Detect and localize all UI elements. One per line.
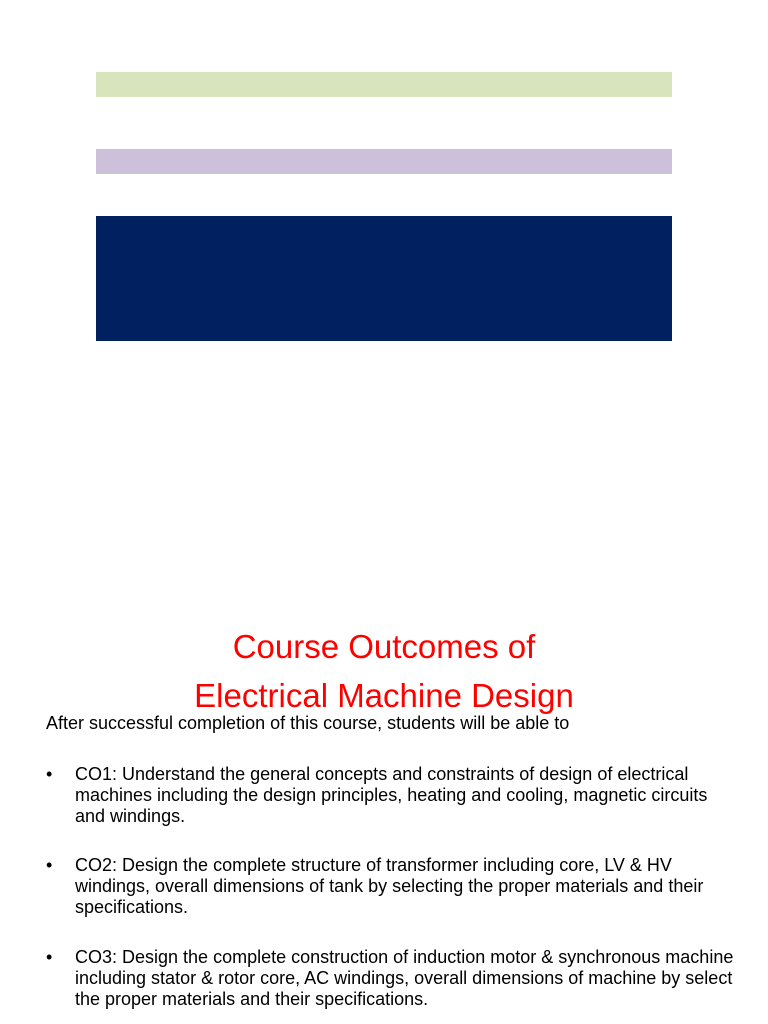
title-line-2: Electrical Machine Design — [194, 677, 574, 714]
title-line-1: Course Outcomes of — [232, 628, 536, 665]
intro-text: After successful completion of this course, students will be able to — [46, 713, 570, 733]
lavender-header-bar — [96, 149, 672, 174]
outcome-text: CO3: Design the complete construction of induction motor & synchronous machine including stator & rotor core, AC windings, overall dimensions of machine by select the proper materials and their specifications. — [75, 947, 734, 1009]
bullet-icon: • — [46, 855, 53, 875]
outcome-text: CO2: Design the complete structure of transformer including core, LV & HV windings, overall dimensions of tank by selecting the proper materials and their specifications. — [75, 855, 704, 917]
bullet-icon: • — [46, 764, 53, 784]
bullet-icon: • — [46, 947, 53, 967]
navy-banner — [96, 216, 672, 341]
green-header-bar — [96, 72, 672, 97]
outcome-text: CO1: Understand the general concepts and constraints of design of electrical machines including the design principles, heating and cooling, magnetic circuits and windings. — [75, 764, 708, 826]
